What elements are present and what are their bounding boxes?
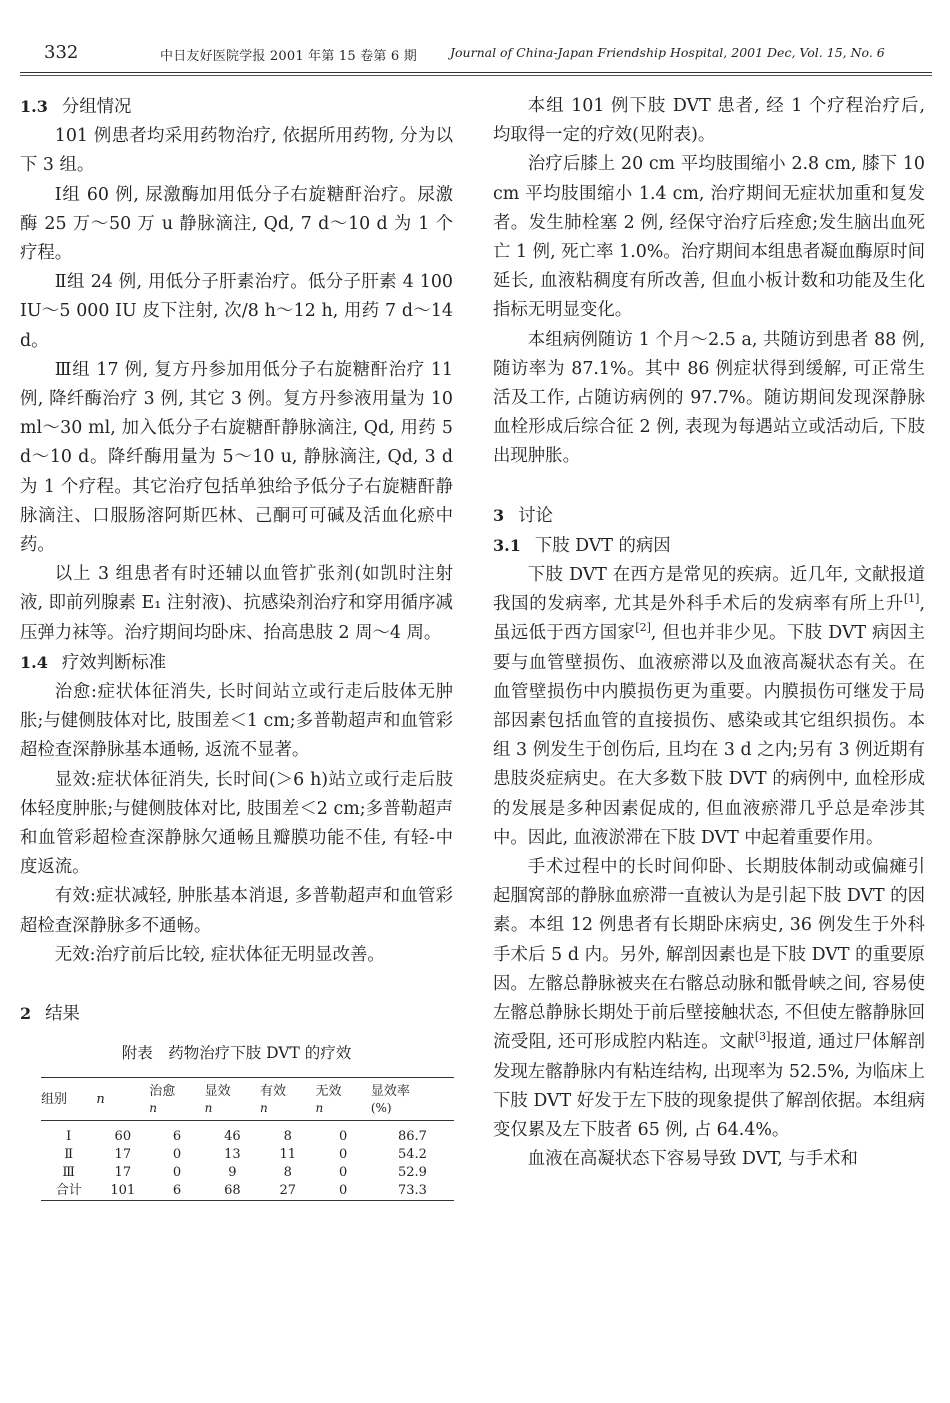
paragraph: Ⅰ组 60 例, 尿激酶加用低分子右旋糖酐治疗。尿激酶 25 万～50 万 u 静脉滴注, Qd, 7 d～10 d 为 1 个疗程。: [20, 184, 453, 264]
right-column: [493, 92, 925, 1174]
table-header: 组别: [41, 1077, 96, 1120]
paragraph: Ⅲ组 17 例, 复方丹参加用低分子右旋糖酐治疗 11 例, 降纤酶治疗 3 例, 其它 3 例。复方丹参液用量为 10 ml～30 ml, 加入低分子右旋糖酐静脉滴注, Qd, 用药 5 d～10 d。降纤酶用量为 5～10 u, 静脉滴注, Qd, 3 d 为 1 个疗程。其它治疗包括单独给予低分子右旋糖酐静脉滴注、口服肠溶阿斯匹林、己酮可可碱及活血化瘀中药。: [20, 359, 453, 556]
table-header: n: [96, 1077, 149, 1120]
criterion-cured: 治愈:症状体征消失, 长时间站立或行走后肢体无肿胀;与健侧肢体对比, 肢围差＜1 cm;多普勒超声和血管彩超检查深静脉基本通畅, 返流不显著。: [20, 682, 453, 761]
criterion-ineffective: 无效:治疗前后比较, 症状体征无明显改善。: [54, 944, 385, 965]
paragraph: 治疗后膝上 20 cm 平均肢围缩小 2.8 cm, 膝下 10 cm 平均肢围缩小 1.4 cm, 治疗期间无症状加重和复发者。发生肺栓塞 2 例, 经保守治疗后痊愈;发生脑出血死亡 1 例, 死亡率 1.0%。治疗期间本组患者凝血酶原时间延长, 血液粘稠度有所改善, 但血小板计数和功能及生化指标无明显变化。: [493, 154, 925, 321]
table-header: 治愈 n: [149, 1077, 204, 1120]
criterion-marked: 显效:症状体征消失, 长时间(＞6 h)站立或行走后肢体轻度肿胀;与健侧肢体对比, 肢围差＜2 cm;多普勒超声和血管彩超检查深静脉欠通畅且瓣膜功能不佳, 有轻-中度返流。: [20, 769, 453, 878]
criterion-effective: 有效:症状减轻, 肿胀基本消退, 多普勒超声和血管彩超检查深静脉多不通畅。: [20, 886, 453, 936]
table-row: Ⅲ 17 0 9 8 0 52.9: [62, 1165, 427, 1180]
table-header: 显效率 (%): [371, 1077, 454, 1120]
section-heading-3: 3 讨论: [493, 505, 553, 526]
table-header: 无效 n: [315, 1077, 370, 1120]
header-rule: [20, 72, 932, 73]
section-heading-2: 2 结果: [20, 1004, 80, 1025]
section-heading-1-3: 1.3 分组情况: [20, 97, 132, 117]
table-caption: 附表 药物治疗下肢 DVT 的疗效: [121, 1044, 352, 1063]
paragraph: 血液在高凝状态下容易导致 DVT, 与手术和: [527, 1149, 858, 1170]
journal-title-cn: 中日友好医院学报 2001 年第 15 卷第 6 期: [160, 49, 417, 64]
left-column: [20, 92, 453, 1201]
paragraph: Ⅱ组 24 例, 用低分子肝素治疗。低分子肝素 4 100 IU～5 000 IU 皮下注射, 次/8 h～12 h, 用药 7 d～14 d。: [20, 272, 453, 351]
table-row: [41, 1120, 454, 1128]
paragraph: 以上 3 组患者有时还辅以血管扩张剂(如凯时注射液, 即前列腺素 E₁ 注射液)、抗感染剂治疗和穿用循序减压弹力袜等。治疗期间均卧床、抬高患肢 2 周～4 周。: [20, 564, 453, 643]
header-rule-double: [20, 75, 932, 76]
section-heading-3-1: 3.1 下肢 DVT 的病因: [493, 535, 671, 556]
citation: [1]: [903, 592, 920, 606]
running-header: [20, 42, 932, 74]
page-number: 332: [44, 42, 79, 63]
citation: [3]: [754, 1030, 771, 1044]
results-table: [41, 1077, 454, 1202]
paragraph: 下肢 DVT 在西方是常见的疾病。近几年, 文献报道我国的发病率, 尤其是外科手术后的发病率有所上升[1], 虽远低于西方国家[2], 但也并非少见。下肢 DVT 病因主要与血管壁损伤、血液瘀滞以及血液高凝状态有关。在血管壁损伤中内膜损伤更为重要。内膜损伤可继发于局部因素包括血管的直接损伤、感染或其它组织损伤。本组 3 例发生于创伤后, 且均在 3 d 之内;另有 3 例近期有患肢炎症病史。在大多数下肢 DVT 的病例中, 血栓形成的发展是多种因素促成的, 但血液瘀滞几乎总是牵涉其中。因此, 血液淤滞在下肢 DVT 中起着重要作用。: [493, 565, 925, 848]
table-row: Ⅱ 17 0 13 11 0 54.2: [64, 1147, 427, 1162]
paragraph: 本组病例随访 1 个月～2.5 a, 共随访到患者 88 例, 随访率为 87.1%。其中 86 例症状得到缓解, 可正常生活及工作, 占随访病例的 97.7%。随访期间发现深静脉血栓形成后综合征 2 例, 表现为每遇站立或活动后, 下肢出现肿胀。: [493, 329, 925, 467]
journal-title-en: Journal of China-Japan Friendship Hospital, 2001 Dec, Vol. 15, No. 6: [450, 45, 885, 60]
table-row-total: 合计 101 6 68 27 0 73.3: [41, 1182, 454, 1201]
paragraph: 手术过程中的长时间仰卧、长期肢体制动或偏瘫引起腘窝部的静脉血瘀滞一直被认为是引起下肢 DVT 的因素。本组 12 例患者有长期卧床病史, 36 例发生于外科手术后 5 d 内。另外, 解剖因素也是下肢 DVT 的重要原因。左髂总静脉被夹在右髂总动脉和骶骨峡之间, 容易使左髂总静脉长期处于前后壁接触状态, 不但使左髂静脉回流受阻, 还可形成腔内粘连。文献[3]报道, 通过尸体解剖发现左髂静脉内有粘连结构, 出现率为 52.5%, 为临床上下肢 DVT 好发于左下肢的现象提供了解剖依据。本组病变仅累及左下肢者 65 例, 占 64.4%。: [493, 857, 926, 1140]
table-row: Ⅰ 60 6 46 8 0 86.7: [66, 1129, 427, 1144]
paragraph: 本组 101 例下肢 DVT 患者, 经 1 个疗程治疗后, 均取得一定的疗效(见附表)。: [493, 96, 925, 146]
table-header: 显效 n: [205, 1077, 260, 1120]
table-header: 有效 n: [260, 1077, 315, 1120]
section-heading-1-4: 1.4 疗效判断标准: [20, 652, 167, 673]
citation: [2]: [635, 621, 651, 635]
paragraph: 101 例患者均采用药物治疗, 依据所用药物, 分为以下 3 组。: [20, 126, 453, 176]
